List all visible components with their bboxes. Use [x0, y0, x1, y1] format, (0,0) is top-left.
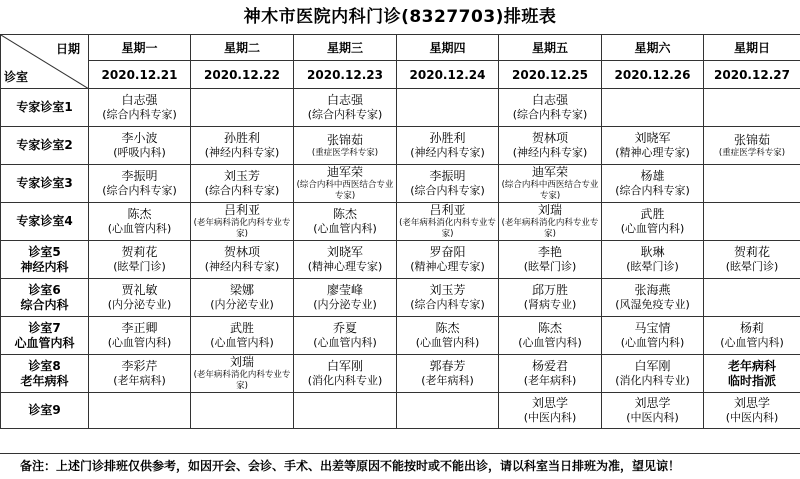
doctor-specialty: (消化内科专业)	[295, 374, 395, 388]
room-name-line: 综合内科	[2, 298, 87, 313]
doctor-name: 张海燕	[603, 283, 702, 298]
doctor-specialty: (老年病科)	[90, 374, 189, 388]
doctor-name: 贺莉花	[705, 245, 799, 260]
doctor-cell	[602, 203, 704, 241]
doctor-name: 李振明	[90, 169, 189, 184]
doctor-cell	[294, 165, 397, 203]
empty-cell	[89, 393, 191, 429]
date-header: 2020.12.23	[294, 61, 397, 89]
schedule-row	[1, 165, 800, 203]
doctor-cell	[397, 241, 499, 279]
empty-cell	[704, 279, 800, 317]
weekday-header: 星期六	[602, 35, 704, 61]
doctor-cell	[602, 241, 704, 279]
doctor-cell	[499, 317, 602, 355]
doctor-specialty: (中医内科)	[705, 411, 799, 425]
doctor-name: 白军刚	[603, 359, 702, 374]
doctor-cell	[191, 355, 294, 393]
schedule-row	[1, 317, 800, 355]
doctor-name: 耿琳	[603, 245, 702, 260]
doctor-cell	[191, 165, 294, 203]
schedule-row	[1, 355, 800, 393]
date-header: 2020.12.22	[191, 61, 294, 89]
doctor-specialty: (老年病科消化内科专业专家)	[398, 218, 497, 240]
doctor-specialty: (心血管内科)	[295, 336, 395, 350]
room-name-cell	[1, 89, 89, 127]
doctor-cell	[191, 241, 294, 279]
doctor-name: 马宝情	[603, 321, 702, 336]
doctor-name: 迪军荣	[500, 165, 600, 180]
doctor-cell	[191, 317, 294, 355]
room-name-cell	[1, 355, 89, 393]
date-header-row	[1, 61, 800, 89]
room-name-cell	[1, 165, 89, 203]
room-name-cell	[1, 393, 89, 429]
doctor-specialty: (重症医学科专家)	[295, 148, 395, 159]
room-name-line: 专家诊室3	[2, 176, 87, 191]
room-name-line: 心血管内科	[2, 336, 87, 351]
doctor-specialty: (综合内科专家)	[90, 108, 189, 122]
room-name-line: 专家诊室2	[2, 138, 87, 153]
doctor-specialty: (心血管内科)	[500, 336, 600, 350]
doctor-name: 刘思学	[500, 396, 600, 411]
doctor-name: 李彩芹	[90, 359, 189, 374]
doctor-name: 杨莉	[705, 321, 799, 336]
empty-cell	[294, 393, 397, 429]
doctor-cell	[499, 165, 602, 203]
doctor-name: 杨雄	[603, 169, 702, 184]
doctor-name: 白军刚	[295, 359, 395, 374]
doctor-name: 罗奋阳	[398, 245, 497, 260]
doctor-specialty: (综合内科专家)	[398, 184, 497, 198]
doctor-cell	[191, 279, 294, 317]
doctor-cell	[704, 355, 800, 393]
weekday-header-row	[1, 35, 800, 61]
doctor-name: 李艳	[500, 245, 600, 260]
weekday-header: 星期四	[397, 35, 499, 61]
doctor-specialty: (心血管内科)	[705, 336, 799, 350]
doctor-specialty: (精神心理专家)	[603, 146, 702, 160]
doctor-specialty: (眩晕门诊)	[705, 260, 799, 274]
doctor-specialty: (精神心理专家)	[295, 260, 395, 274]
doctor-cell	[499, 89, 602, 127]
doctor-name: 廖莹峰	[295, 283, 395, 298]
schedule-title: 神木市医院内科门诊(8327703)排班表	[0, 0, 800, 34]
doctor-name: 白志强	[500, 93, 600, 108]
doctor-name: 刘瑞	[192, 355, 292, 370]
doctor-name: 张锦茹	[705, 133, 799, 148]
doctor-specialty: (老年病科消化内科专业专家)	[500, 218, 600, 240]
corner-cell	[1, 35, 89, 89]
doctor-name: 陈杰	[90, 207, 189, 222]
room-name-cell	[1, 317, 89, 355]
doctor-name: 贺林项	[500, 131, 600, 146]
doctor-specialty: (心血管内科)	[295, 222, 395, 236]
doctor-specialty: (重症医学科专家)	[705, 148, 799, 159]
doctor-specialty: (中医内科)	[603, 411, 702, 425]
doctor-name: 武胜	[603, 207, 702, 222]
doctor-name: 孙胜利	[192, 131, 292, 146]
doctor-cell	[602, 279, 704, 317]
doctor-cell	[294, 279, 397, 317]
doctor-specialty: (中医内科)	[500, 411, 600, 425]
doctor-name: 陈杰	[295, 207, 395, 222]
doctor-specialty: (神经内科专家)	[398, 146, 497, 160]
room-axis-label: 诊室	[4, 68, 28, 85]
doctor-specialty: (综合内科专家)	[90, 184, 189, 198]
doctor-cell	[89, 89, 191, 127]
date-header: 2020.12.21	[89, 61, 191, 89]
empty-cell	[704, 89, 800, 127]
date-header: 2020.12.24	[397, 61, 499, 89]
footnote: 备注：上述门诊排班仅供参考，如因开会、会诊、手术、出差等原因不能按时或不能出诊，请以科室当日排班为准，望见谅！	[0, 453, 800, 478]
doctor-cell	[397, 279, 499, 317]
doctor-name: 贺林项	[192, 245, 292, 260]
doctor-cell	[602, 127, 704, 165]
doctor-specialty: (内分泌专业)	[192, 298, 292, 312]
room-name-cell	[1, 279, 89, 317]
doctor-cell	[294, 203, 397, 241]
doctor-cell	[89, 317, 191, 355]
doctor-cell	[89, 241, 191, 279]
doctor-specialty: (呼吸内科)	[90, 146, 189, 160]
doctor-cell	[89, 355, 191, 393]
doctor-cell	[704, 393, 800, 429]
doctor-specialty: (综合内科中西医结合专业专家)	[500, 180, 600, 202]
doctor-cell	[499, 203, 602, 241]
doctor-specialty: (眩晕门诊)	[90, 260, 189, 274]
doctor-name: 张锦茹	[295, 133, 395, 148]
doctor-name: 白志强	[90, 93, 189, 108]
doctor-name: 武胜	[192, 321, 292, 336]
doctor-specialty: (综合内科中西医结合专业专家)	[295, 180, 395, 202]
doctor-specialty: (内分泌专业)	[90, 298, 189, 312]
room-name-cell	[1, 241, 89, 279]
doctor-cell	[704, 241, 800, 279]
empty-cell	[191, 89, 294, 127]
doctor-cell	[294, 127, 397, 165]
doctor-specialty: (精神心理专家)	[398, 260, 497, 274]
doctor-name: 迪军荣	[295, 165, 395, 180]
schedule-row	[1, 393, 800, 429]
doctor-cell	[397, 127, 499, 165]
doctor-cell	[294, 241, 397, 279]
empty-cell	[602, 89, 704, 127]
doctor-specialty: (风湿免疫专业)	[603, 298, 702, 312]
doctor-specialty: (综合内科专家)	[603, 184, 702, 198]
doctor-name: 郭春芳	[398, 359, 497, 374]
doctor-specialty: (老年病科)	[500, 374, 600, 388]
doctor-cell	[397, 317, 499, 355]
doctor-specialty: (神经内科专家)	[500, 146, 600, 160]
doctor-name: 刘思学	[603, 396, 702, 411]
doctor-cell	[89, 203, 191, 241]
empty-cell	[397, 393, 499, 429]
doctor-cell	[499, 279, 602, 317]
doctor-name: 刘晓军	[603, 131, 702, 146]
doctor-specialty: (神经内科专家)	[192, 260, 292, 274]
doctor-cell	[602, 355, 704, 393]
doctor-cell	[294, 89, 397, 127]
doctor-name: 杨爱君	[500, 359, 600, 374]
doctor-specialty: (心血管内科)	[398, 336, 497, 350]
doctor-name: 吕利亚	[398, 203, 497, 218]
doctor-name: 李振明	[398, 169, 497, 184]
doctor-specialty: (肾病专业)	[500, 298, 600, 312]
empty-cell	[704, 203, 800, 241]
doctor-specialty: (综合内科专家)	[192, 184, 292, 198]
doctor-cell	[191, 203, 294, 241]
room-name-line: 诊室9	[2, 403, 87, 418]
doctor-specialty: (综合内科专家)	[500, 108, 600, 122]
doctor-specialty: (心血管内科)	[603, 222, 702, 236]
doctor-cell	[499, 127, 602, 165]
empty-cell	[397, 89, 499, 127]
doctor-name: 白志强	[295, 93, 395, 108]
doctor-name: 刘玉芳	[192, 169, 292, 184]
doctor-cell	[89, 127, 191, 165]
schedule-row	[1, 127, 800, 165]
doctor-cell	[602, 393, 704, 429]
schedule-row	[1, 241, 800, 279]
doctor-cell	[397, 165, 499, 203]
doctor-specialty: (综合内科专家)	[295, 108, 395, 122]
special-assignment-line: 老年病科	[705, 359, 799, 374]
doctor-cell	[191, 127, 294, 165]
weekday-header: 星期三	[294, 35, 397, 61]
doctor-name: 孙胜利	[398, 131, 497, 146]
room-name-line: 诊室8	[2, 359, 87, 374]
weekday-header: 星期日	[704, 35, 800, 61]
doctor-cell	[397, 203, 499, 241]
schedule-row	[1, 203, 800, 241]
weekday-header: 星期一	[89, 35, 191, 61]
doctor-cell	[499, 355, 602, 393]
empty-cell	[704, 165, 800, 203]
doctor-name: 贺莉花	[90, 245, 189, 260]
empty-cell	[191, 393, 294, 429]
doctor-cell	[294, 317, 397, 355]
doctor-name: 乔夏	[295, 321, 395, 336]
doctor-cell	[602, 165, 704, 203]
doctor-specialty: (老年病科)	[398, 374, 497, 388]
doctor-specialty: (消化内科专业)	[603, 374, 702, 388]
doctor-specialty: (心血管内科)	[192, 336, 292, 350]
doctor-specialty: (内分泌专业)	[295, 298, 395, 312]
weekday-header: 星期五	[499, 35, 602, 61]
room-name-line: 诊室7	[2, 321, 87, 336]
room-name-line: 专家诊室4	[2, 214, 87, 229]
doctor-specialty: (心血管内科)	[90, 222, 189, 236]
doctor-specialty: (综合内科专家)	[398, 298, 497, 312]
doctor-specialty: (神经内科专家)	[192, 146, 292, 160]
doctor-cell	[704, 317, 800, 355]
doctor-cell	[294, 355, 397, 393]
doctor-specialty: (老年病科消化内科专业专家)	[192, 218, 292, 240]
doctor-specialty: (眩晕门诊)	[500, 260, 600, 274]
schedule-row	[1, 89, 800, 127]
doctor-name: 刘瑞	[500, 203, 600, 218]
doctor-name: 贾礼敏	[90, 283, 189, 298]
date-header: 2020.12.25	[499, 61, 602, 89]
doctor-name: 邱万胜	[500, 283, 600, 298]
room-name-line: 神经内科	[2, 260, 87, 275]
room-name-cell	[1, 127, 89, 165]
room-name-line: 专家诊室1	[2, 100, 87, 115]
doctor-cell	[499, 241, 602, 279]
doctor-name: 梁娜	[192, 283, 292, 298]
room-name-line: 诊室6	[2, 283, 87, 298]
doctor-cell	[704, 127, 800, 165]
room-name-line: 老年病科	[2, 374, 87, 389]
doctor-cell	[397, 355, 499, 393]
doctor-name: 刘思学	[705, 396, 799, 411]
doctor-specialty: (心血管内科)	[90, 336, 189, 350]
date-axis-label: 日期	[56, 40, 80, 57]
doctor-name: 李正卿	[90, 321, 189, 336]
doctor-name: 刘玉芳	[398, 283, 497, 298]
doctor-specialty: (眩晕门诊)	[603, 260, 702, 274]
weekday-header: 星期二	[191, 35, 294, 61]
doctor-name: 陈杰	[398, 321, 497, 336]
date-header: 2020.12.27	[704, 61, 800, 89]
special-assignment-line: 临时指派	[705, 374, 799, 389]
date-header: 2020.12.26	[602, 61, 704, 89]
doctor-specialty: (心血管内科)	[603, 336, 702, 350]
doctor-specialty: (老年病科消化内科专业专家)	[192, 370, 292, 392]
doctor-cell	[89, 279, 191, 317]
doctor-name: 李小波	[90, 131, 189, 146]
doctor-cell	[499, 393, 602, 429]
schedule-row	[1, 279, 800, 317]
doctor-name: 陈杰	[500, 321, 600, 336]
room-name-line: 诊室5	[2, 245, 87, 260]
doctor-name: 吕利亚	[192, 203, 292, 218]
doctor-cell	[602, 317, 704, 355]
schedule-table	[0, 34, 800, 429]
doctor-cell	[89, 165, 191, 203]
doctor-name: 刘晓军	[295, 245, 395, 260]
room-name-cell	[1, 203, 89, 241]
